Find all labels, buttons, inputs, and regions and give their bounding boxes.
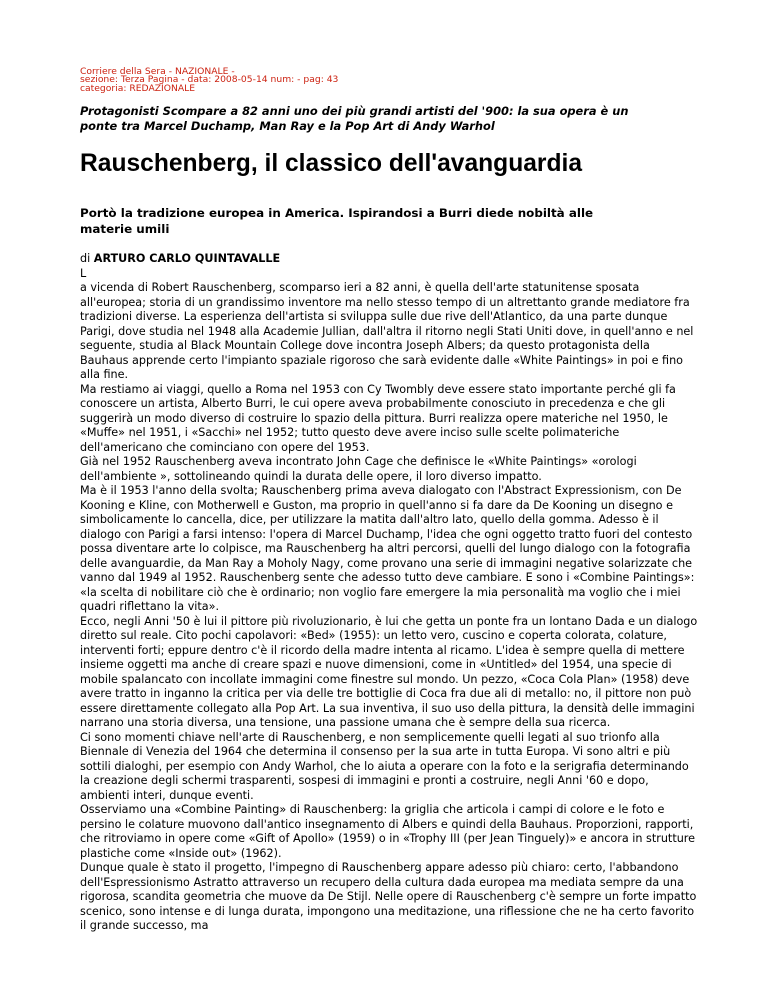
- article-metadata: [80, 68, 720, 93]
- article: [80, 68, 720, 934]
- body-paragraph: Già nel 1952 Rauschenberg aveva incontrato John Cage che definisce le «White Paintings» «orologi dell'ambiente », sottolineando quindi la durata delle opere, il loro diverso impatto.: [80, 455, 637, 483]
- body-paragraph: Ci sono momenti chiave nell'arte di Rauschenberg, e non semplicemente quelli legati al suo trionfo alla Biennale di Venezia del 1964 che determina il consenso per la sua arte in tutta Europa. Vi sono altri e più sottili dialoghi, per esempio con Andy Warhol, che lo aiuta a operare con la foto e la serigrafia determinando la creazione degli schermi trasparenti, sospesi di immagini e pronti a costruire, negli Anni '60 e dopo, ambienti interi, dunque eventi.: [80, 730, 689, 802]
- metadata-source: Corriere della Sera - NAZIONALE -: [80, 66, 235, 77]
- article-body: [80, 281, 700, 934]
- article-headline: Rauschenberg, il classico dell'avanguardia: [80, 150, 583, 178]
- metadata-section-date: sezione: Terza Pagina - data: 2008-05-14 num: - pag: 43: [80, 74, 339, 86]
- byline: [80, 252, 720, 267]
- body-paragraph: Ma è il 1953 l'anno della svolta; Rauschenberg prima aveva dialogato con l'Abstract Expressionism, con De Kooning e Kline, con Motherwell e Guston, ma proprio in quell'anno si fa dare da De Kooning un disegno e simbolicamente lo cancella, dice, per utilizzare la matita dall'altro lato, quello della gomma. Adesso è il dialogo con Parigi a farsi intenso: l'opera di Marcel Duchamp, l'idea che ogni oggetto tratto fuori del contesto possa diventare arte lo colpisce, ma Rauschenberg ha altri percorsi, quelli del lungo dialogo con la fotografia delle avanguardie, da Man Ray a Moholy Nagy, come provano una serie di immagini negative solarizzate che vanno dal 1949 al 1952. Rauschenberg sente che adesso tutto deve cambiare. E sono i «Combine Paintings»: «la scelta di nobilitare ciò che è ordinario; non voglio fare emergere la mia personalità ma voglio che i miei quadri riflettano la vita».: [80, 484, 695, 614]
- body-paragraph: a vicenda di Robert Rauschenberg, scomparso ieri a 82 anni, è quella dell'arte statunitense sposata all'europea; storia di un grandissimo inventore ma nello stesso tempo di un altrettanto grande mediatore fra tradizioni diverse. La esperienza dell'artista si sviluppa sulle due rive dell'Atlantico, da una parte dunque Parigi, dove studia nel 1948 alla Academie Jullian, dall'altra il ritorno negli Stati Uniti dove, in quell'anno e nel seguente, studia al Black Mountain College dove incontra Joseph Albers; da questo protagonista della Bauhaus apprende certo l'impianto spaziale rigoroso che sarà evidente dalle «White Paintings» in poi e fino alla fine.: [80, 281, 694, 382]
- body-paragraph: Ma restiamo ai viaggi, quello a Roma nel 1953 con Cy Twombly deve essere stato importante perché gli fa conoscere un artista, Alberto Burri, le cui opere aveva probabilmente conosciuto in precedenza e che gli suggerirà un modo diverso di costruire lo spazio della pittura. Burri realizza opere materiche nel 1950, le «Muffe» nel 1951, i «Sacchi» nel 1952; tutto questo deve avere inciso sulle scelte polimateriche dell'americano che cominciano con opere del 1953.: [80, 382, 676, 454]
- body-paragraph: Dunque quale è stato il progetto, l'impegno di Rauschenberg appare adesso più chiaro: certo, l'abbandono dell'Espressionismo Astratto attraverso un recupero della cultura dada europea ma mediata sempre da una rigorosa, scandita geometria che muove da De Stijl. Nelle opere di Rauschenberg c'è sempre un forte impatto scenico, sono intense e di lunga durata, impongono una meditazione, una riflessione che ne ha certo favorito il grande successo, ma: [80, 861, 697, 933]
- byline-prefix: di: [80, 252, 94, 266]
- metadata-category: categoria: REDAZIONALE: [80, 82, 196, 94]
- article-kicker: Protagonisti Scompare a 82 anni uno dei più grandi artisti del '900: la sua opera è un ponte tra Marcel Duchamp, Man Ray e la Pop Art di Andy Warhol: [80, 104, 629, 133]
- article-summary: Portò la tradizione europea in America. Ispirandosi a Burri diede nobiltà alle materie umili: [80, 206, 594, 236]
- body-paragraph: Ecco, negli Anni '50 è lui il pittore più rivoluzionario, è lui che getta un ponte fra un lontano Dada e un dialogo diretto sul reale. Cito pochi capolavori: «Bed» (1955): un letto vero, cuscino e coperta colorata, colature, interventi forti; eppure dentro c'è il ricordo della madre intenta al ricamo. L'idea è sempre quella di mettere insieme oggetti ma anche di creare spazi e nuove dimensioni, come in «Untitled» del 1954, una specie di mobile spalancato con incollate immagini come finestre sul mondo. Un pezzo, «Coca Cola Plan» (1958) deve avere tratto in inganno la critica per via delle tre bottiglie di Coca fra due ali di metallo: no, il pittore non può essere direttamente collegato alla Pop Art. La sua inventiva, il suo uso della pittura, la densità delle immagini narrano una storia diversa, una tensione, una passione umana che è sempre della sua ricerca.: [80, 614, 698, 730]
- drop-cap: L: [80, 266, 87, 280]
- body-paragraph: Osserviamo una «Combine Painting» di Rauschenberg: la griglia che articola i campi di colore e le foto e persino le colature muovono dall'antico insegnamento di Albers e quindi della Bauhaus. Proporzioni, rapporti, che ritroviamo in opere come «Gift of Apollo» (1959) o in «Trophy III (per Jean Tinguely)» e ancora in strutture plastiche come «Inside out» (1962).: [80, 803, 696, 860]
- byline-author: ARTURO CARLO QUINTAVALLE: [93, 252, 281, 266]
